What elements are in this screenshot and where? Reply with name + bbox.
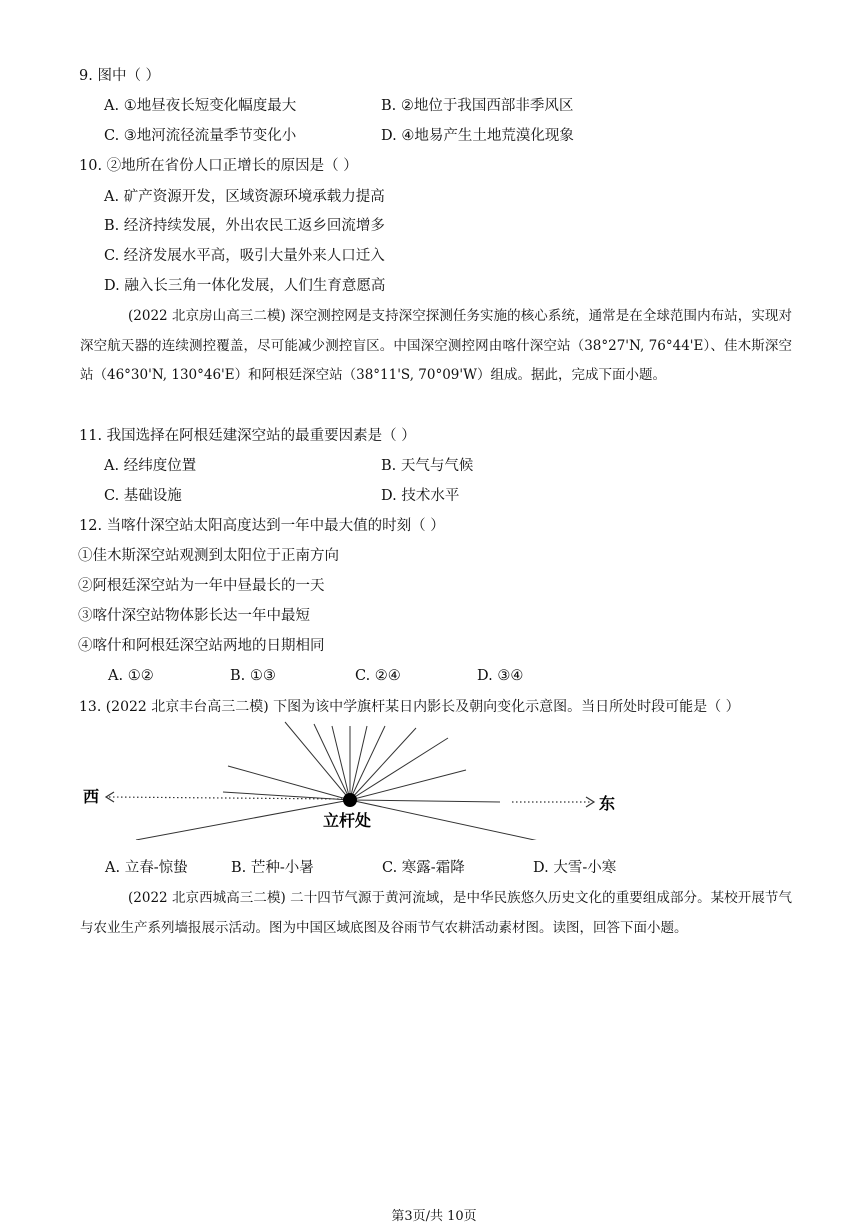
- shadow-line: [350, 726, 367, 800]
- q11-option-c: C. 基础设施: [104, 488, 182, 504]
- passage-deep-space: (2022 北京房山高三二模) 深空测控网是支持深空探测任务实施的核心系统，通常是在全球范围内布站，实现对深空航天器的连续测控覆盖，尽可能减少测控盲区。中国深空测控网由喀什深空站（38°27'N, 76°44'E）、佳木斯深空站（46°30'N, 130°46'E）和阿根廷深空站（38°11'S, 70°09'W）组成。据此，完成下面小题。: [80, 308, 792, 383]
- q12-option-a: A. ①②: [108, 668, 154, 684]
- q10-option-b: B. 经济持续发展，外出农民工返乡回流增多: [104, 218, 385, 234]
- q12-statement-3: ③喀什深空站物体影长达一年中最短: [78, 608, 310, 624]
- q10-option-a: A. 矿产资源开发，区域资源环境承载力提高: [104, 189, 385, 205]
- q11-option-b: B. 天气与气候: [381, 458, 474, 474]
- q9-option-a: A. ①地昼夜长短变化幅度最大: [104, 98, 297, 114]
- q13-option-d: D. 大雪-小寒: [533, 860, 617, 876]
- pole-dot: [343, 793, 357, 807]
- pole-label: 立杆处: [323, 811, 372, 830]
- q13-option-b: B. 芒种-小暑: [231, 860, 314, 876]
- q13-option-a: A. 立春-惊蛰: [105, 860, 188, 876]
- shadow-line: [136, 800, 350, 840]
- q11-stem: 11. 我国选择在阿根廷建深空站的最重要因素是（ ）: [79, 428, 416, 444]
- q12-statement-1: ①佳木斯深空站观测到太阳位于正南方向: [78, 548, 339, 564]
- passage-solar-terms: (2022 北京西城高三二模) 二十四节气源于黄河流域，是中华民族悠久历史文化的重要组成部分。某校开展节气与农业生产系列墙报展示活动。图为中国区域底图及谷雨节气农耕活动素材图。读图，回答下面小题。: [80, 890, 792, 936]
- q10-option-c: C. 经济发展水平高，吸引大量外来人口迁入: [104, 248, 385, 264]
- shadow-line: [228, 766, 350, 800]
- q12-option-b: B. ①③: [230, 668, 276, 684]
- q13-stem: 13. (2022 北京丰台高三二模) 下图为该中学旗杆某日内影长及朝向变化示意图。当日所处时段可能是（ ）: [79, 699, 740, 715]
- shadow-line: [350, 770, 466, 800]
- q10-stem: 10. ②地所在省份人口正增长的原因是（ ）: [79, 158, 358, 174]
- page-number: 第3页/共 10页: [391, 1209, 477, 1224]
- q9-option-d: D. ④地易产生土地荒漠化现象: [381, 128, 574, 144]
- west-label: 西: [83, 787, 100, 806]
- q12-option-c: C. ②④: [355, 668, 401, 684]
- q13-option-c: C. 寒露-霜降: [382, 860, 465, 876]
- east-arrowhead-icon: [586, 797, 594, 807]
- q12-stem: 12. 当喀什深空站太阳高度达到一年中最大值的时刻（ ）: [79, 518, 445, 534]
- q9-stem: 9. 图中（ ）: [79, 68, 161, 84]
- east-label: 东: [599, 794, 616, 813]
- q10-option-d: D. 融入长三角一体化发展，人们生育意愿高: [104, 278, 386, 294]
- q9-option-c: C. ③地河流径流量季节变化小: [104, 128, 297, 144]
- shadow-line: [314, 724, 350, 800]
- q9-option-b: B. ②地位于我国西部非季风区: [381, 98, 574, 114]
- shadow-direction-figure: [80, 720, 640, 840]
- q11-option-a: A. 经纬度位置: [104, 458, 197, 474]
- shadow-line: [350, 800, 562, 840]
- q11-option-d: D. 技术水平: [381, 488, 460, 504]
- q12-statement-4: ④喀什和阿根廷深空站两地的日期相同: [78, 638, 325, 654]
- shadow-line: [350, 800, 500, 802]
- q12-statement-2: ②阿根廷深空站为一年中昼最长的一天: [78, 578, 325, 594]
- q12-option-d: D. ③④: [477, 668, 524, 684]
- shadow-line: [223, 792, 350, 800]
